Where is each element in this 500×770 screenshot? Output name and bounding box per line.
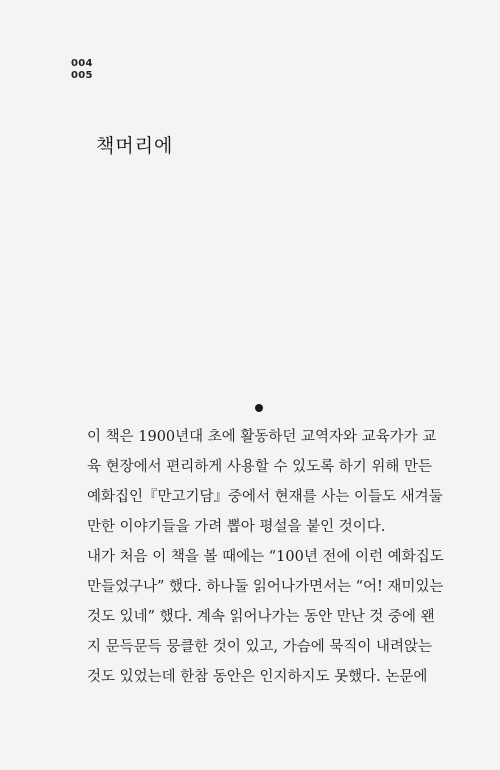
body-line: 내가 처음 이 책을 볼 때에는 “100년 전에 이런 예화집도 — [87, 549, 444, 565]
body-line: 것도 있었는데 한참 동안은 인지하지도 못했다. 논문에 — [87, 669, 428, 685]
body-line: 예화집인『만고기담』중에서 현재를 사는 이들도 새겨둘 — [87, 489, 443, 505]
body-line: 만한 이야기들을 가려 뽑아 평설을 붙인 것이다. — [87, 519, 386, 535]
chapter-title: 책머리에 — [96, 135, 174, 157]
body-line: 육 현장에서 편리하게 사용할 수 있도록 하기 위해 만든 — [87, 459, 433, 475]
body-line: 것도 있네” 했다. 계속 읽어나가는 동안 만난 것 중에 왠 — [87, 609, 435, 625]
section-bullet — [255, 404, 263, 412]
body-text — [87, 422, 444, 692]
body-line: 이 책은 1900년대 초에 활동하던 교역자와 교육가가 교 — [87, 429, 437, 445]
page-number-right: 005 — [71, 70, 93, 81]
body-line: 지 문득문득 뭉클한 것이 있고, 가슴에 묵직이 내려앉는 — [87, 639, 433, 655]
body-line: 만들었구나” 했다. 하나둘 읽어나가면서는 “어! 재미있는 — [87, 579, 444, 595]
page-number-left: 004 — [71, 58, 93, 69]
page-numbers — [71, 58, 93, 82]
